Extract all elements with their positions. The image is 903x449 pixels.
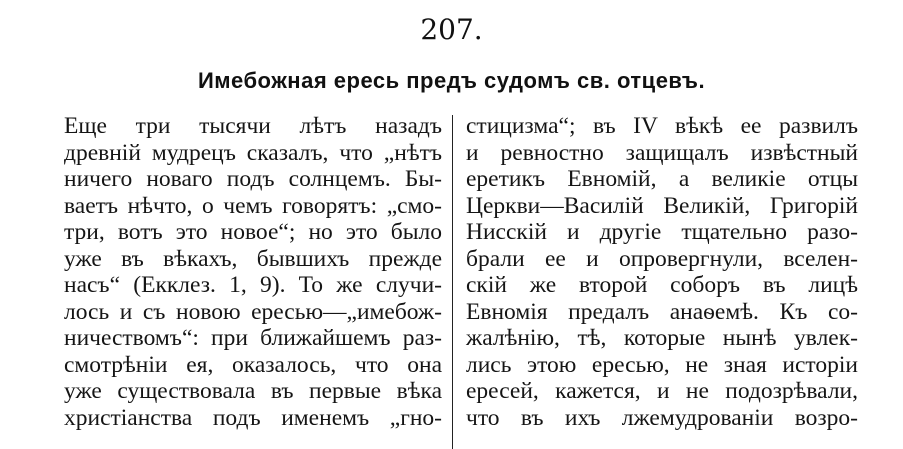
text-line: что въ ихъ лжемудрованіи возро-: [466, 404, 858, 431]
text-line: древній мудрецъ сказалъ, что „нѣтъ: [64, 139, 442, 166]
right-text-column: [466, 113, 858, 431]
text-line: еретикъ Евномій, а великіе отцы: [466, 166, 858, 192]
text-line: ваетъ нѣчто, о чемъ говорятъ: „смо-: [64, 192, 442, 219]
text-line: три, вотъ это новое“; но это было: [64, 219, 442, 245]
text-line: скій же второй соборъ въ лицѣ: [466, 272, 858, 298]
text-line: стицизма“; въ IV вѣкѣ ее развилъ: [466, 113, 858, 139]
text-line: смотрѣніи ея, оказалось, что она: [64, 351, 442, 378]
text-line: Евномія предалъ анаѳемѣ. Къ со-: [466, 298, 858, 325]
page-number: 207.: [420, 13, 483, 46]
text-line: уже существовала въ первые вѣка: [64, 378, 442, 404]
text-line: ересей, кажется, и не подозрѣвали,: [466, 378, 858, 404]
text-line: Церкви—Василій Великій, Григорій: [466, 192, 858, 219]
text-line: брали ее и опровергнули, вселен-: [466, 245, 858, 272]
article-title: Имебожная ересь предъ судомъ св. отцевъ.: [197, 68, 706, 93]
text-line: уже въ вѣкахъ, бывшихъ прежде: [64, 245, 442, 272]
text-line: насъ“ (Екклез. 1, 9). То же случи-: [64, 272, 442, 298]
text-line: Еще три тысячи лѣтъ назадъ: [64, 113, 442, 139]
text-line: ничего новаго подъ солнцемъ. Бы-: [64, 166, 442, 192]
text-line: лись этою ересью, не зная исторіи: [466, 351, 858, 378]
column-divider: [452, 115, 453, 449]
text-line: жалѣнію, тѣ, которые нынѣ увлек-: [466, 325, 858, 351]
text-line: Нисскій и другіе тщательно разо-: [466, 219, 858, 245]
text-line: христіанства подъ именемъ „гно-: [64, 404, 442, 431]
text-line: и ревностно защищалъ извѣстный: [466, 139, 858, 166]
left-text-column: [64, 113, 442, 431]
text-line: лось и съ новою ересью—„имебож-: [64, 298, 442, 325]
text-line: ничествомъ“: при ближайшемъ раз-: [64, 325, 442, 351]
